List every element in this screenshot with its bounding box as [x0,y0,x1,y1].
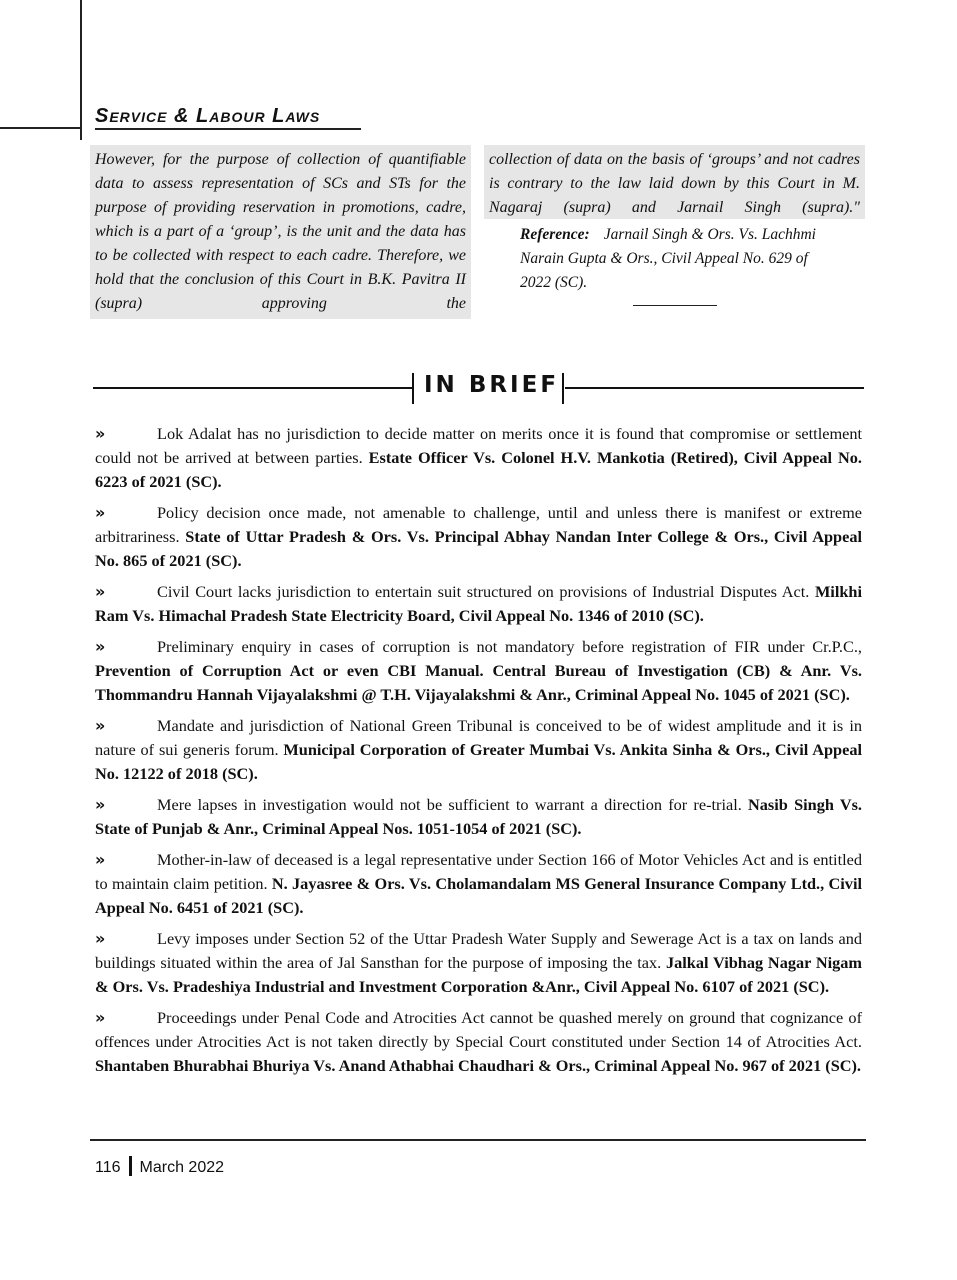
double-chevron-icon: » [95,795,106,814]
brief-tick-left [412,373,414,404]
quote-box-right: collection of data on the basis of ‘groups’ and not cadres is contrary to the law laid down by this Court in M. Nagaraj (supra) and Jarnail Singh (supra)." [484,145,865,219]
item-citation: Municipal Corporation of Greater Mumbai Vs. Ankita Sinha & Ors., Civil Appeal No. 12122 of 2018 (SC). [95,740,863,783]
item-citation: Estate Officer Vs. Colonel H.V. Mankotia (Retired), Civil Appeal No. 6223 of 2021 (SC). [95,448,862,491]
reference-text: Jarnail Singh & Ors. Vs. Lachhmi Narain Gupta & Ors., Civil Appeal No. 629 of 2022 (SC). [520,226,816,291]
item-text: Levy imposes under Section 52 of the Uttar Pradesh Water Supply and Sewerage Act is a tax on lands and buildings situated within the area of Jal Sansthan for the purpose of imposing the tax. [95,929,862,972]
list-item [95,848,862,920]
list-item [95,793,862,841]
item-text: Preliminary enquiry in cases of corruption is not mandatory before registration of FIR under Cr.P.C., [157,637,862,656]
list-item [95,422,862,494]
item-citation: Milkhi Ram Vs. Himachal Pradesh State Electricity Board, Civil Appeal No. 1346 of 2010 (SC). [95,582,862,625]
margin-rule-vertical [80,0,82,140]
item-citation: Jalkal Vibhag Nagar Nigam & Ors. Vs. Pradeshiya Industrial and Investment Corporation &Anr., Civil Appeal No. 6107 of 2021 (SC). [95,953,862,996]
reference [520,223,840,295]
page-number: 116 [95,1159,121,1176]
item-text: Civil Court lacks jurisdiction to entertain suit structured on provisions of Industrial Disputes Act. [157,582,815,601]
quote-box-left: However, for the purpose of collection of quantifiable data to assess representation of SCs and STs for the purpose of providing reservation in promotions, cadre, which is a part of a ‘group’, is the unit and the data has to be collected with respect to each cadre. Therefore, we hold that the conclusion of this Court in B.K. Pavitra II (supra) approving the [90,145,471,319]
double-chevron-icon: » [95,503,106,522]
end-rule [633,305,717,306]
item-text: Mandate and jurisdiction of National Green Tribunal is conceived to be of widest amplitude and it is in nature of sui generis forum. [95,716,862,759]
double-chevron-icon: » [95,582,106,601]
list-item [95,714,862,786]
item-text: Mother-in-law of deceased is a legal representative under Section 166 of Motor Vehicles Act and is entitled to maintain claim petition. [95,850,862,893]
double-chevron-icon: » [95,929,106,948]
item-text: Mere lapses in investigation would not be sufficient to warrant a direction for re-trial. [157,795,749,814]
brief-rule-right [565,387,864,389]
item-citation: Nasib Singh Vs. State of Punjab & Anr., Criminal Appeal Nos. 1051-1054 of 2021 (SC). [95,795,863,838]
issue-date: March 2022 [139,1159,225,1176]
reference-label: Reference: [520,226,590,243]
double-chevron-icon: » [95,850,106,869]
section-title: Service & Labour Laws [95,104,361,130]
double-chevron-icon: » [95,716,106,735]
margin-rule-horizontal [0,127,80,129]
item-text: Proceedings under Penal Code and Atrocities Act cannot be quashed merely on ground that cognizance of offences under Atrocities Act is not taken directly by Special Court constituted under Section 14 of Atrocities Act. [95,1008,862,1051]
double-chevron-icon: » [95,1008,106,1027]
item-citation: N. Jayasree & Ors. Vs. Cholamandalam MS General Insurance Company Ltd., Civil Appeal No. 6451 of 2021 (SC). [95,874,862,917]
item-citation: State of Uttar Pradesh & Ors. Vs. Principal Abhay Nandan Inter College & Ors., Civil Appeal No. 865 of 2021 (SC). [95,527,862,570]
item-citation: Prevention of Corruption Act or even CBI Manual. Central Bureau of Investigation (CB) & Anr. Vs. Thommandru Hannah Vijayalakshmi @ T.H. Vijayalakshmi & Anr., Criminal Appeal No. 1045 of 2021 (SC). [95,661,862,704]
item-text: Policy decision once made, not amenable to challenge, until and unless there is manifest or extreme arbitrariness. [95,503,862,546]
double-chevron-icon: » [95,637,106,656]
brief-list [95,422,862,1085]
list-item [95,1006,862,1078]
in-brief-heading: IN BRIEF [424,372,560,398]
footer-divider [129,1156,132,1176]
item-citation: Shantaben Bhurabhai Bhuriya Vs. Anand Athabhai Chaudhari & Ors., Criminal Appeal No. 967 of 2021 (SC). [95,1056,862,1075]
footer-rule [90,1139,866,1141]
list-item [95,501,862,573]
double-chevron-icon: » [95,424,106,443]
brief-tick-right [562,373,564,404]
list-item [95,580,862,628]
brief-rule-left [93,387,413,389]
list-item [95,635,862,707]
item-text: Lok Adalat has no jurisdiction to decide matter on merits once it is found that compromise or settlement could not be arrived at between parties. [95,424,862,467]
footer [95,1156,224,1177]
list-item [95,927,862,999]
